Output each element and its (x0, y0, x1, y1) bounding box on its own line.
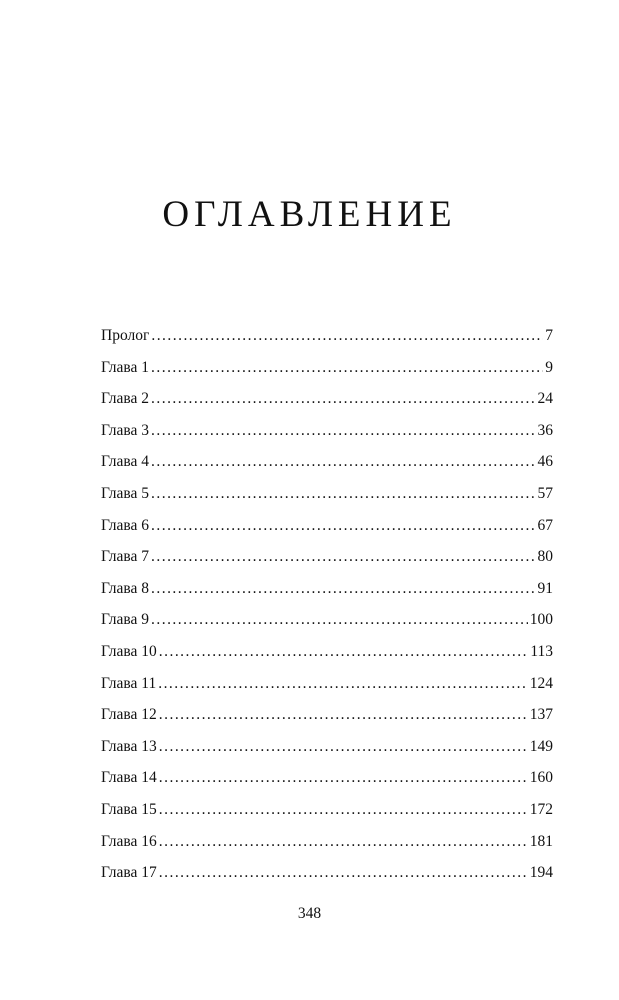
toc-entry (101, 446, 553, 478)
toc-entry-page: 80 (537, 548, 553, 566)
toc-entry-label: Глава 1 (101, 358, 150, 376)
toc-entry (101, 731, 553, 763)
toc-entry-label: Глава 15 (101, 800, 157, 818)
toc-entry-label: Глава 7 (101, 548, 150, 566)
toc-entry-label: Глава 5 (101, 484, 150, 502)
toc-entry-page: 160 (529, 769, 553, 787)
toc-leader-dots (159, 857, 528, 889)
toc-entry-page: 124 (529, 674, 553, 692)
toc-entry-label: Глава 6 (101, 516, 150, 534)
toc-entry-label: Глава 9 (101, 611, 150, 629)
toc-entry-label: Глава 2 (101, 390, 150, 408)
toc-entry-label: Глава 17 (101, 864, 157, 882)
toc-entry-page: 46 (537, 453, 553, 471)
toc-entry-label: Пролог (101, 327, 150, 344)
toc-entry-label: Глава 14 (101, 769, 157, 787)
toc-entry-page: 91 (537, 579, 553, 597)
toc-entry-label: Глава 12 (101, 706, 157, 724)
page-number: 348 (297, 905, 322, 922)
toc-entry-page: 24 (537, 390, 553, 408)
toc-leader-dots (151, 541, 535, 573)
toc-entry-page: 181 (529, 832, 553, 850)
toc-entry (101, 510, 553, 542)
toc-leader-dots (159, 636, 529, 668)
toc-entry (101, 857, 553, 889)
toc-entry-label: Глава 3 (101, 421, 150, 439)
toc-entry (101, 794, 553, 826)
toc-entry-label: Глава 8 (101, 579, 150, 597)
toc-entry-page: 7 (545, 327, 553, 344)
toc-leader-dots (151, 446, 535, 478)
toc-leader-dots (151, 573, 535, 605)
toc-entry-page: 36 (537, 421, 553, 439)
table-of-contents (101, 320, 553, 889)
toc-leader-dots (151, 320, 543, 352)
toc-entry (101, 636, 553, 668)
toc-entry-page: 9 (545, 358, 553, 376)
toc-entry-page: 172 (529, 800, 553, 818)
toc-entry (101, 352, 553, 384)
toc-entry-page: 67 (537, 516, 553, 534)
toc-leader-dots (151, 352, 543, 384)
toc-entry-page: 100 (529, 611, 553, 629)
toc-entry (101, 826, 553, 858)
toc-entry-page: 57 (537, 484, 553, 502)
toc-entry (101, 415, 553, 447)
toc-entry (101, 478, 553, 510)
toc-entry-page: 137 (529, 706, 553, 724)
toc-leader-dots (159, 794, 528, 826)
toc-leader-dots (159, 731, 528, 763)
toc-entry-label: Глава 10 (101, 642, 157, 660)
toc-leader-dots (151, 604, 528, 636)
toc-entry (101, 383, 553, 415)
toc-entry (101, 762, 553, 794)
toc-entry (101, 604, 553, 636)
toc-leader-dots (151, 510, 535, 542)
toc-leader-dots (151, 383, 535, 415)
toc-entry (101, 541, 553, 573)
toc-leader-dots (159, 826, 528, 858)
toc-entry (101, 320, 553, 352)
toc-entry (101, 699, 553, 731)
toc-entry-label: Глава 16 (101, 832, 157, 850)
toc-entry (101, 573, 553, 605)
toc-leader-dots (159, 699, 528, 731)
toc-leader-dots (158, 668, 528, 700)
page-title: ОГЛАВЛЕНИЕ (162, 193, 457, 235)
toc-entry (101, 668, 553, 700)
toc-leader-dots (159, 762, 528, 794)
toc-entry-page: 113 (530, 642, 553, 660)
toc-entry-page: 149 (529, 737, 553, 755)
toc-entry-label: Глава 13 (101, 737, 157, 755)
toc-leader-dots (151, 478, 535, 510)
toc-leader-dots (151, 415, 535, 447)
toc-entry-page: 194 (529, 864, 553, 882)
toc-entry-label: Глава 4 (101, 453, 150, 471)
toc-entry-label: Глава 11 (101, 674, 157, 692)
